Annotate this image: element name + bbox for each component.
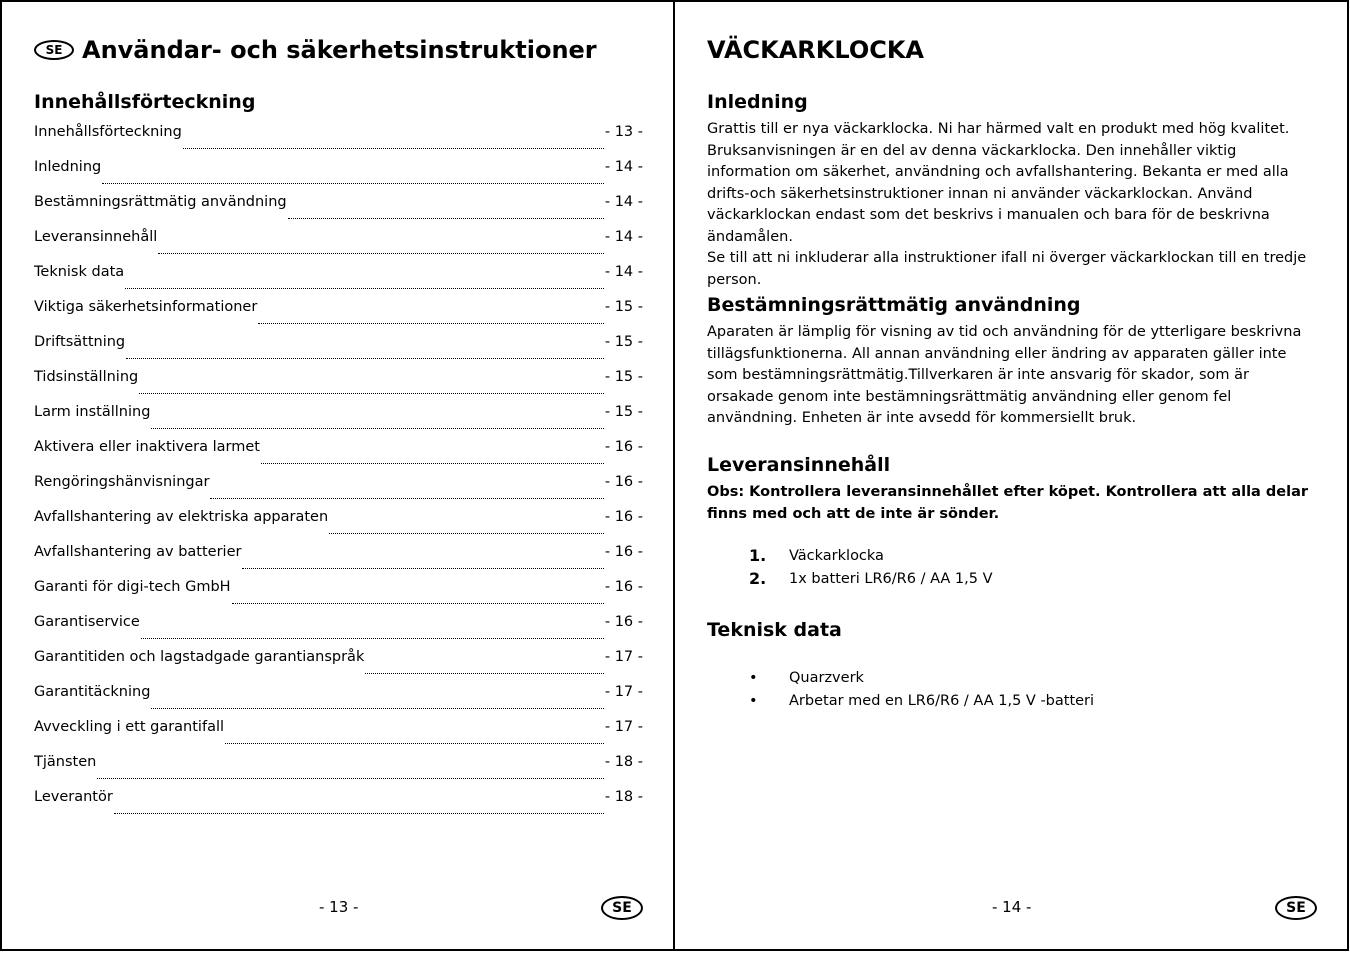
toc-entry-label: Avfallshantering av elektriska apparaten [34, 509, 329, 525]
list-text: Arbetar med en LR6/R6 / AA 1,5 V -batteri [789, 692, 1095, 709]
toc-entry[interactable] [34, 334, 643, 369]
page-title [34, 36, 597, 64]
section-intended-use [707, 294, 1319, 430]
toc-entry-label: Avveckling i ett garantifall [34, 719, 225, 735]
section-delivery [707, 454, 1319, 590]
page-title: VÄCKARKLOCKA [707, 36, 925, 64]
toc-entry-page: - 14 - [604, 159, 643, 175]
toc-leader-dots [158, 252, 604, 254]
language-badge-footer: SE [601, 896, 643, 920]
toc-entry-label: Tidsinställning [34, 369, 139, 385]
toc-entry-page: - 15 - [604, 299, 643, 315]
toc-leader-dots [288, 217, 604, 219]
toc-heading: Innehållsförteckning [34, 91, 256, 113]
toc-leader-dots [114, 812, 604, 814]
toc-entry-label: Viktiga säkerhetsinformationer [34, 299, 258, 315]
toc-entry-page: - 15 - [604, 369, 643, 385]
list-text: Quarzverk [789, 670, 864, 686]
toc-leader-dots [151, 427, 603, 429]
section-heading: Inledning [707, 91, 808, 113]
delivery-list [707, 545, 1319, 590]
toc-entry[interactable] [34, 649, 643, 684]
list-text: 1x batteri LR6/R6 / AA 1,5 V [789, 570, 993, 587]
toc-entry[interactable] [34, 684, 643, 719]
toc-leader-dots [139, 392, 604, 394]
toc-leader-dots [102, 182, 604, 184]
toc-entry-label: Rengöringshänvisningar [34, 474, 210, 490]
toc-entry[interactable] [34, 124, 643, 159]
toc-entry-page: - 18 - [604, 754, 643, 770]
intended-use-paragraph: Aparaten är lämplig för visning av tid och användning för de ytterligare beskrivna tillägsfunktionerna. All annan användning eller ändring av apparaten gäller inte som bestämningsrättmätig.Tillverkaren är inte ansvarig för skador, som är orsakade genom inte bestämningsrättmätig användning eller genom fel användning. Enheten är inte avsedd för kommersiellt bruk. [707, 324, 1302, 426]
toc-entry[interactable] [34, 614, 643, 649]
list-item [707, 568, 1319, 591]
table-of-contents [34, 124, 643, 824]
page-14 [673, 0, 1349, 951]
tech-list [707, 667, 1319, 712]
toc-entry[interactable] [34, 264, 643, 299]
toc-entry-page: - 16 - [604, 474, 643, 490]
section-heading: Bestämningsrättmätig användning [707, 294, 1081, 316]
toc-entry-label: Garantiservice [34, 614, 140, 630]
section-heading: Leveransinnehåll [707, 454, 891, 476]
intro-paragraph-1: Grattis till er nya väckarklocka. Ni har härmed valt en produkt med hög kvalitet. Bruksanvisningen är en del av denna väckarklocka. Den innehåller viktig information om säkerhet, användning och avfallshantering. Bekanta er med alla drifts-och säkerhetsinstruktioner innan ni använder väckarklockan. Använd väckarklockan endast som det beskrivs i manualen och bara för de beskrivna ändamålen. [707, 121, 1290, 245]
toc-leader-dots [261, 462, 604, 464]
list-number: 2. [749, 568, 767, 588]
section-tech [707, 619, 1319, 712]
toc-entry[interactable] [34, 509, 643, 544]
toc-leader-dots [232, 602, 604, 604]
section-heading: Teknisk data [707, 619, 842, 641]
toc-entry-page: - 13 - [604, 124, 643, 140]
toc-entry[interactable] [34, 299, 643, 334]
toc-entry-label: Larm inställning [34, 404, 151, 420]
bullet-icon: • [749, 692, 758, 709]
toc-leader-dots [183, 147, 604, 149]
toc-entry[interactable] [34, 194, 643, 229]
toc-entry-page: - 14 - [604, 194, 643, 210]
toc-entry-page: - 14 - [604, 264, 643, 280]
intro-paragraph-2: Se till att ni inkluderar alla instruktioner ifall ni överger väckarklockan till en tredje person. [707, 250, 1307, 288]
toc-entry[interactable] [34, 439, 643, 474]
toc-entry-page: - 17 - [604, 719, 643, 735]
toc-entry[interactable] [34, 369, 643, 404]
toc-entry-label: Driftsättning [34, 334, 126, 350]
toc-entry-label: Garanti för digi-tech GmbH [34, 579, 231, 595]
toc-entry-page: - 15 - [604, 334, 643, 350]
toc-entry-label: Garantitiden och lagstadgade garantianspråk [34, 649, 365, 665]
toc-entry-page: - 17 - [604, 649, 643, 665]
toc-entry[interactable] [34, 789, 643, 824]
toc-entry-page: - 16 - [604, 509, 643, 525]
list-text: Väckarklocka [789, 548, 884, 564]
toc-leader-dots [141, 637, 604, 639]
toc-leader-dots [210, 497, 603, 499]
toc-leader-dots [125, 287, 604, 289]
bullet-icon: • [749, 670, 758, 686]
toc-entry[interactable] [34, 404, 643, 439]
toc-entry-label: Avfallshantering av batterier [34, 544, 242, 560]
delivery-notice: Obs: Kontrollera leveransinnehållet efter köpet. Kontrollera att alla delar finns med och att de inte är sönder. [707, 484, 1309, 522]
page-13 [0, 0, 675, 951]
toc-leader-dots [97, 777, 604, 779]
list-item [707, 690, 1319, 713]
toc-entry[interactable] [34, 229, 643, 264]
toc-entry-page: - 16 - [604, 439, 643, 455]
toc-entry-label: Aktivera eller inaktivera larmet [34, 439, 260, 455]
toc-entry-page: - 18 - [604, 789, 643, 805]
toc-leader-dots [258, 322, 604, 324]
page-number: - 14 - [992, 898, 1032, 916]
toc-entry-page: - 16 - [604, 614, 643, 630]
toc-entry-label: Innehållsförteckning [34, 124, 182, 140]
toc-entry-page: - 14 - [604, 229, 643, 245]
toc-leader-dots [126, 357, 604, 359]
toc-leader-dots [151, 707, 603, 709]
toc-entry-label: Teknisk data [34, 264, 125, 280]
list-number: 1. [749, 546, 767, 565]
toc-leader-dots [242, 567, 603, 569]
toc-entry-page: - 16 - [604, 544, 643, 560]
section-intro [707, 91, 1319, 291]
page-title-text: Användar- och säkerhetsinstruktioner [82, 36, 597, 64]
toc-entry-page: - 15 - [604, 404, 643, 420]
toc-leader-dots [225, 742, 604, 744]
toc-entry-label: Inledning [34, 159, 102, 175]
toc-entry-page: - 16 - [604, 579, 643, 595]
toc-leader-dots [365, 672, 604, 674]
toc-entry[interactable] [34, 754, 643, 789]
toc-entry-label: Leverantör [34, 789, 113, 805]
toc-entry[interactable] [34, 159, 643, 194]
language-badge: SE [34, 40, 74, 60]
toc-entry-label: Leveransinnehåll [34, 229, 158, 245]
toc-entry[interactable] [34, 474, 643, 509]
toc-entry-page: - 17 - [604, 684, 643, 700]
list-item [707, 545, 1319, 568]
toc-entry[interactable] [34, 579, 643, 614]
toc-entry-label: Garantitäckning [34, 684, 151, 700]
toc-entry[interactable] [34, 544, 643, 579]
page-number: - 13 - [319, 898, 359, 916]
toc-entry-label: Tjänsten [34, 754, 97, 770]
toc-leader-dots [329, 532, 604, 534]
language-badge-footer: SE [1275, 896, 1317, 920]
toc-entry-label: Bestämningsrättmätig användning [34, 194, 287, 210]
list-item [707, 667, 1319, 690]
toc-entry[interactable] [34, 719, 643, 754]
